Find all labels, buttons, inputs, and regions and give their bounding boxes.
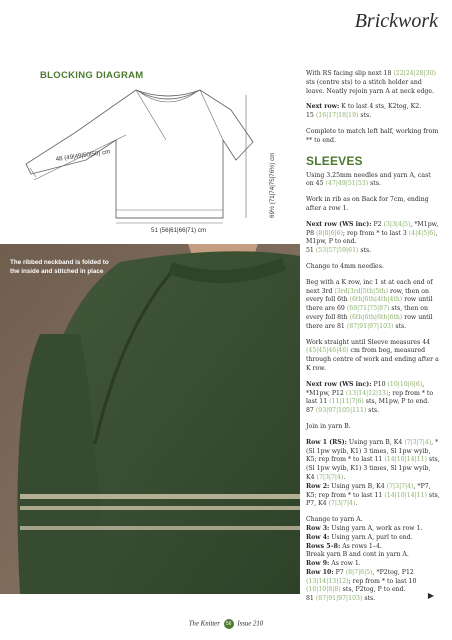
sleeves-heading: SLEEVES [306,153,363,168]
instruction-paragraph: 87 (93|97|105|111) sts. [306,407,380,415]
instruction-paragraph: Next row (WS inc): P2 (3|3|4|5), *M1pw, P8 (8|8|6|6); rep from * to last 3 (4|4|5|6), M1pw, P to end. [306,220,439,246]
continue-arrow-icon: ▶ [427,591,434,600]
stripe-2 [20,506,300,510]
instruction-paragraph: Using 3.25mm needles and yarn A, cast on 45 (47|49|51|53) sts. [306,171,431,188]
stripe-1 [20,494,300,499]
footer-issue: Issue 210 [237,620,264,628]
page-footer [0,619,452,629]
sleeve-label: 48 (49|49|50|50) cm [55,148,111,163]
instruction-paragraph: Change to 4mm needles. [306,262,384,270]
instruction-paragraph: Work in rib as on Back for 7cm, ending after a row 1. [306,196,429,212]
blocking-diagram [16,80,286,235]
instruction-paragraph: Row 1 (RS): Using yarn B, K4 (7|3|7|4), *(Sl 1pw wyib, K1) 3 times, Sl 1pw wyib, K5; rep from * to last 11 (14|10|14|11) sts, (Sl 1pw wyib, K1) 3 times, Sl 1pw wyib, K4 (7|3|7|4). [306,438,440,481]
instruction-paragraph: Change to yarn A. Row 3: Using yarn A, work as row 1. Row 4: Using yarn A, purl to end. Rows 5–8: As rows 1–4. Break yarn B and cont in yarn A. Row 9: As row 1. Row 10: P7 (8|7|6|5), *P2tog, P12 (13|14|13|12); rep from * to last 10 (10|10|8|8) sts, P2tog, P to end. 81 (87|91|97|103) sts. [306,516,423,603]
chest-label: 51 (56|61|66|71) cm [151,227,207,234]
instruction-paragraph: Next row: K to last 4 sts, K2tog, K2. [306,103,422,111]
sweater-photo [0,244,300,594]
footer-page-number: 56 [224,619,234,629]
instruction-paragraph: 15 (16|17|18|19) sts. [306,112,372,120]
instructions-column [306,70,440,611]
instruction-paragraph: Complete to match left half, working from ** to end. [306,127,439,144]
instruction-paragraph: Row 2: Using yarn B, K4 (7|3|7|4), *P7, K5; rep from * to last 11 (14|10|14|11) sts, P7, K4 (7|3|7|4). [306,482,440,508]
instruction-paragraph: Join in yarn B. [306,422,351,430]
photo-note: The ribbed neckband is folded to the inside and stitched in place [10,259,109,275]
page-title: Brickwork [354,10,438,32]
instruction-paragraph: Next row (WS inc): P10 (10|10|6|6), *M1pw, P12 (13|14|12|13); rep from * to last 11 (11|11|7|6) sts, M1pw, P to end. [306,380,434,406]
sweater-outline [26,90,253,218]
length-label: 69½ (71|74|75|76½) cm [269,152,276,218]
raglan-line-left [136,90,166,140]
blocking-diagram-heading: BLOCKING DIAGRAM [40,70,144,81]
instruction-paragraph: 51 (53|57|59|61) sts. [306,247,372,255]
instruction-paragraph: Work straight until Sleeve measures 44 (45|45|46|46) cm from beg, measured through centre of work and ending after a K row. [306,338,439,372]
instruction-paragraph: Beg with a K row, inc 1 st at each end of next 3rd (3rd|3rd|5th|5th) row, then on every foll 6th (6th|6th|4th|4th) row until there are 69 (69|71|75|87) sts, then on every foll 8th (6th|6th|6th|6th) row until there are 81 (87|91|97|103) sts. [306,278,433,330]
footer-magazine: The Knitter [188,620,220,628]
instruction-paragraph: With RS facing slip next 18 (22|24|28|30) sts (centre sts) to a stitch holder and leave. Neatly rejoin yarn A at neck edge. [306,70,436,95]
stripe-3 [20,526,300,530]
neckline [136,90,200,99]
